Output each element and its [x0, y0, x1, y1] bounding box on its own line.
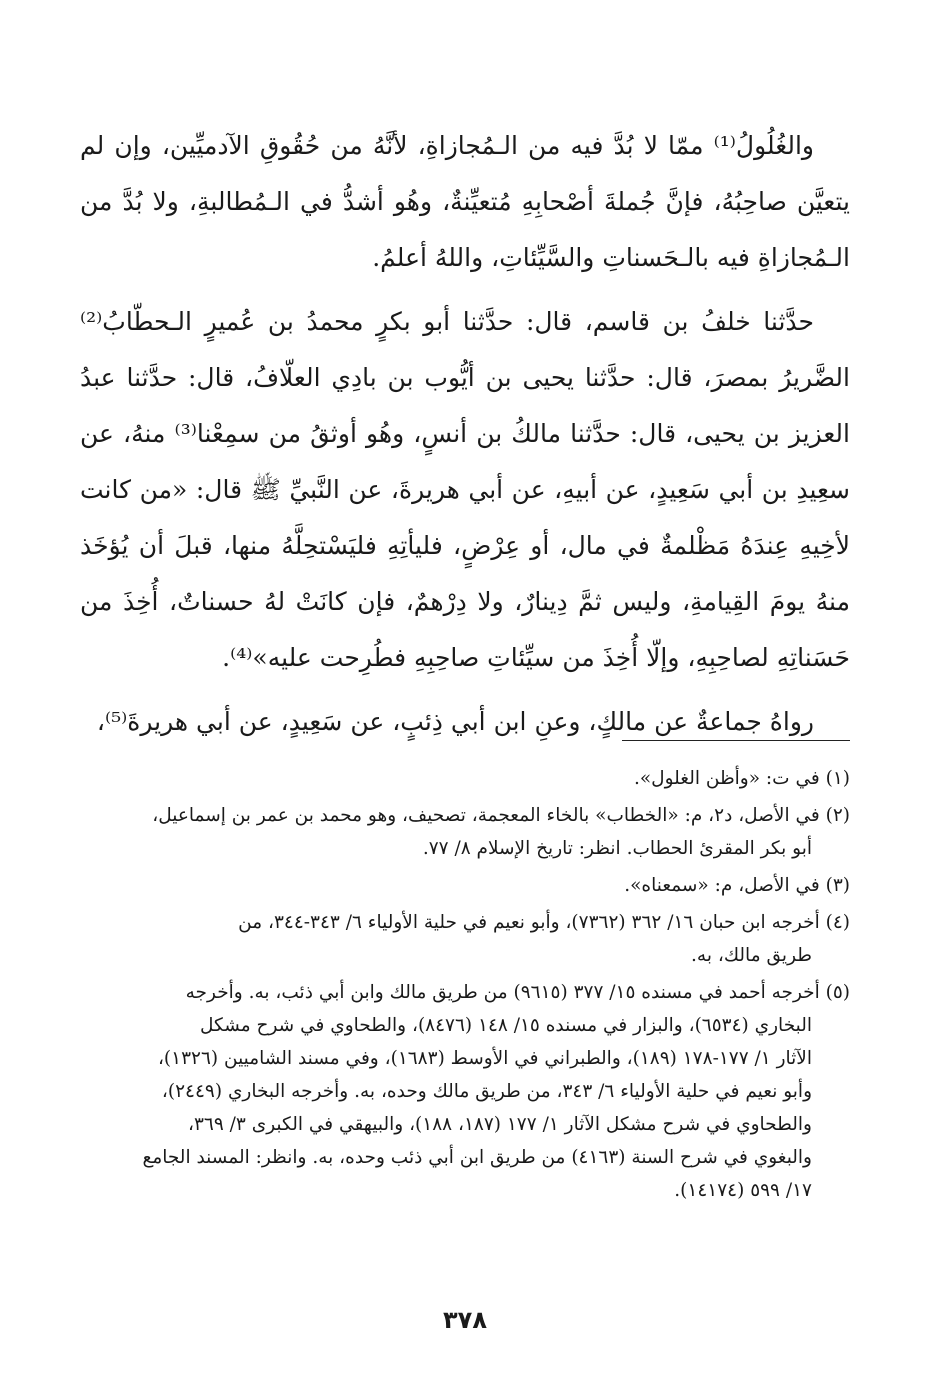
footnote-text: في ت: «وأظن الغلول».: [633, 768, 820, 789]
paragraph-ghulul: والغُلُولُ⁽¹⁾ ممّا لا بُدَّ فيه من الـمُجازاةِ، لأنَّهُ من حُقُوقِ الآدميِّين، وإن لم يتعيَّن صاحِبُهُ، فإنَّ جُملةَ أصْحابِهِ مُتعيِّنةٌ، وهُو أشدُّ في الـمُطالبةِ، ولا بُدَّ من الـمُجازاةِ فيه بالـحَسناتِ والسَّيِّئاتِ، واللهُ أعلمُ.: [80, 131, 850, 272]
footnotes: [80, 762, 850, 1211]
footnote-marker: (٣): [825, 875, 850, 896]
footnote-text: في الأصل، م: «سمعناه».: [624, 875, 820, 896]
footnote-text: وأبو نعيم في حلية الأولياء ٦/ ٣٤٣، من طريق مالك وحده، به. وأخرجه البخاري (٢٤٤٩)،: [161, 1081, 812, 1102]
footnote-4: [80, 906, 850, 972]
book-page: [80, 0, 850, 1373]
footnote-text: أخرجه ابن حبان ١٦/ ٣٦٢ (٧٣٦٢)، وأبو نعيم في حلية الأولياء ٦/ ٣٤٣-٣٤٤، من: [238, 912, 820, 933]
footnote-text: أبو بكر المقرئ الحطاب. انظر: تاريخ الإسلام ٨/ ٧٧.: [422, 838, 812, 859]
footnote-marker: (١): [825, 768, 850, 789]
footnote-text: والطحاوي في شرح مشكل الآثار ١/ ١٧٧ (١٨٧، ١٨٨)، والبيهقي في الكبرى ٣/ ٣٦٩،: [188, 1114, 812, 1135]
page-number: ٣٧٨: [443, 1306, 487, 1334]
footnote-3: [80, 869, 850, 902]
footnote-text: طريق مالك، به.: [691, 945, 812, 966]
footnote-2: [80, 799, 850, 865]
paragraph-hadith-isnad: حدَّثنا خلفُ بن قاسم، قال: حدَّثنا أبو بكرٍ محمدُ بن عُميرٍ الـحطّابُ⁽²⁾ الضَّريرُ بمصرَ، قال: حدَّثنا يحيى بن أيُّوب بن بادِي العلّافُ، قال: حدَّثنا عبدُ العزيز بن يحيى، قال: حدَّثنا مالكُ بن أنسٍ، وهُو أوثقُ من سمِعْنا⁽³⁾ منهُ، عن سعِيدِ بن أبي سَعِيدٍ، عن أبيهِ، عن أبي هريرةَ، عن النَّبيِّ ﷺ قال: «من كانت لأخِيهِ عِندَهُ مَظْلمةٌ في مال، أو عِرْضٍ، فليأتِهِ فليَسْتحِلَّهُ منها، قبلَ أن يُؤخَذ منهُ يومَ القِيامةِ، وليس ثمَّ دِينارٌ، ولا دِرْهمٌ، فإن كانَتْ لهُ حسناتٌ، أُخِذَ من حَسَناتِهِ لصاحِبِهِ، وإلّا أُخِذَ من سيِّئاتِ صاحِبِهِ فطُرِحت عليه»⁽⁴⁾.: [80, 307, 850, 672]
footnote-marker: (٥): [825, 982, 850, 1003]
main-text: [80, 118, 850, 750]
footnote-text: الآثار ١/ ١٧٧-١٧٨ (١٨٩)، والطبراني في الأوسط (١٦٨٣)، وفي مسند الشاميين (١٣٢٦)،: [157, 1048, 812, 1069]
footnote-text: ١٧/ ٥٩٩ (١٤١٧٤).: [674, 1180, 812, 1201]
footnote-text: أخرجه أحمد في مسنده ١٥/ ٣٧٧ (٩٦١٥) من طريق مالك وابن أبي ذئب، به. وأخرجه: [185, 982, 820, 1003]
footnote-marker: (٢): [825, 805, 850, 826]
footnote-text: والبغوي في شرح السنة (٤١٦٣) من طريق ابن أبي ذئب وحده، به. وانظر: المسند الجامع: [142, 1147, 812, 1168]
footnote-marker: (٤): [825, 912, 850, 933]
footnote-separator: [622, 740, 850, 741]
footnote-1: [80, 762, 850, 795]
footnote-5: [80, 976, 850, 1207]
footnote-text: في الأصل، د٢، م: «الخطاب» بالخاء المعجمة، تصحيف، وهو محمد بن عمر بن إسماعيل،: [152, 805, 820, 826]
paragraph-riwaya: رواهُ جماعةٌ عن مالكٍ، وعنِ ابن أبي ذِئبٍ، عن سَعِيدٍ، عن أبي هريرةَ⁽⁵⁾،: [96, 707, 814, 736]
footnote-text: البخاري (٦٥٣٤)، والبزار في مسنده ١٥/ ١٤٨ (٨٤٧٦)، والطحاوي في شرح مشكل: [200, 1015, 812, 1036]
